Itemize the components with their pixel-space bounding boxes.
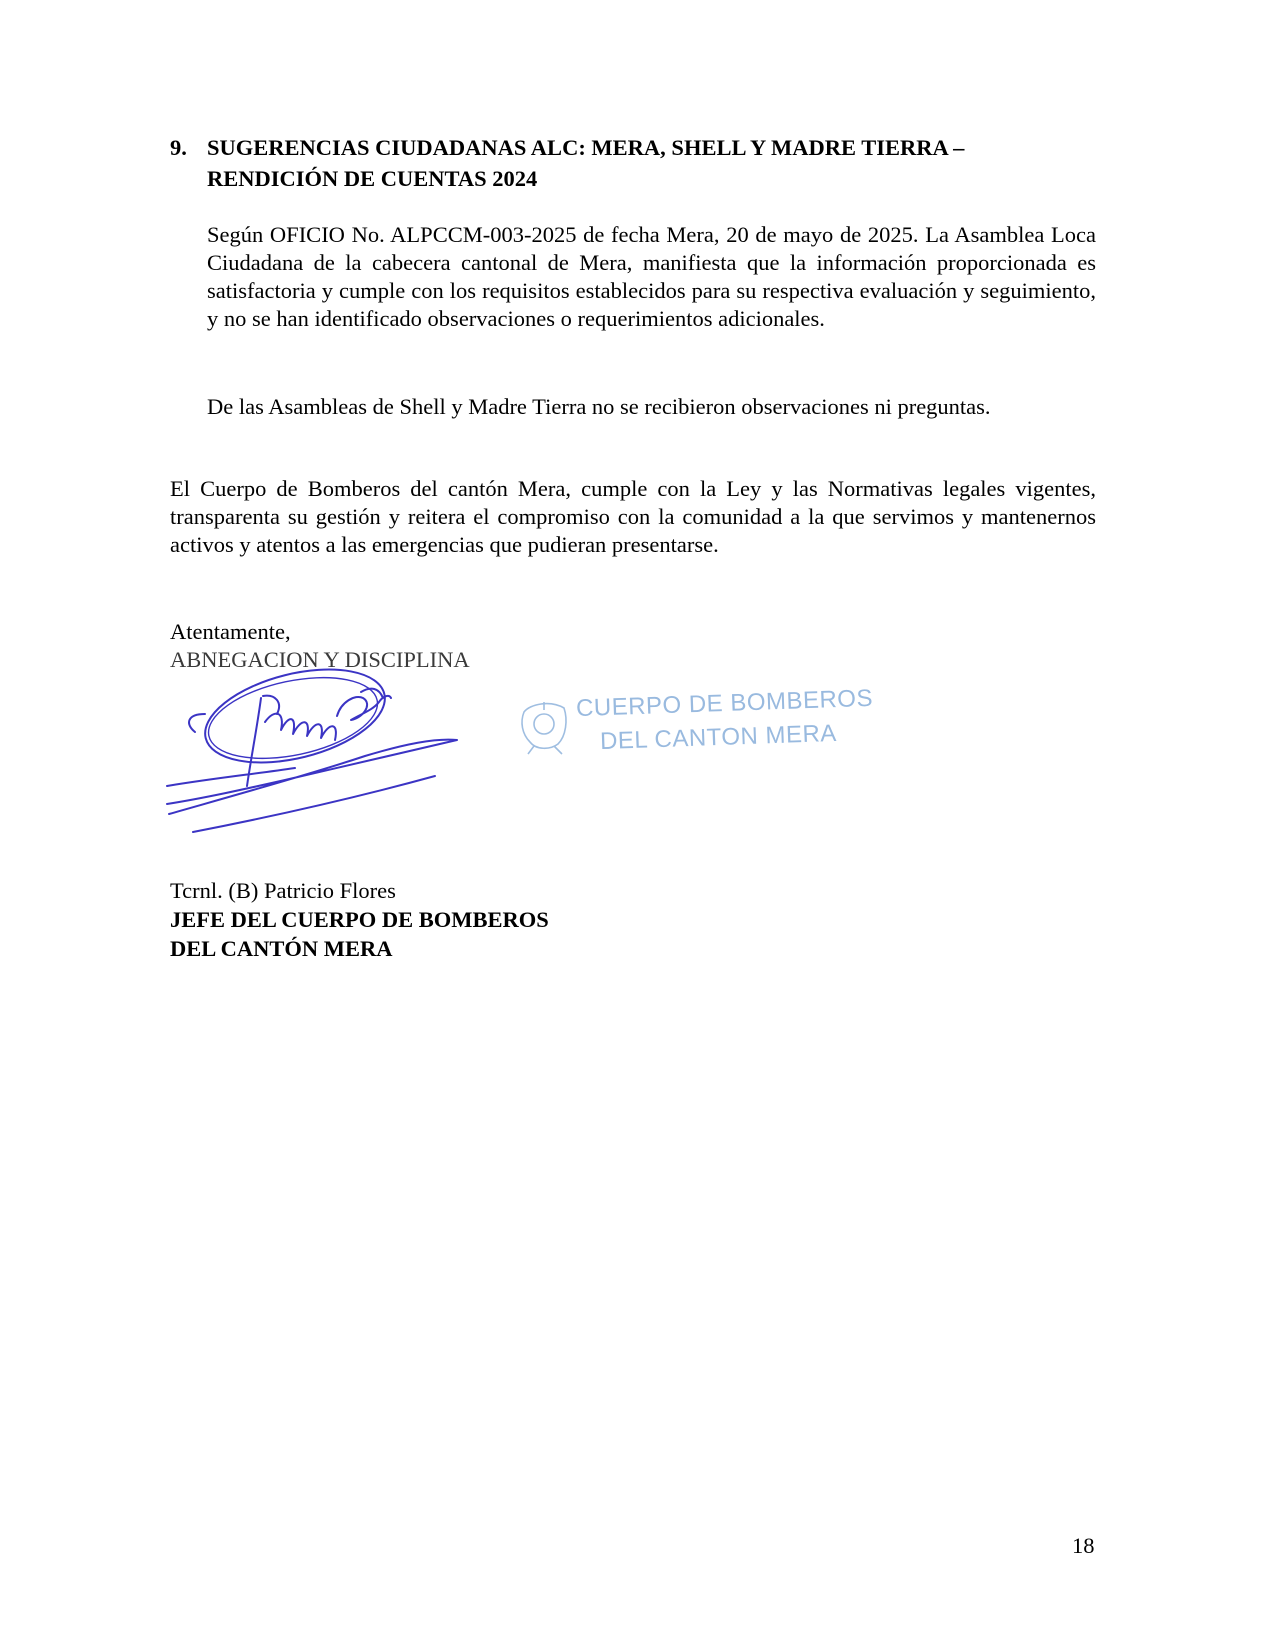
section-heading xyxy=(207,132,1077,194)
section-heading-line2: RENDICIÓN DE CUENTAS 2024 xyxy=(207,166,538,191)
handwritten-signature xyxy=(165,658,485,834)
stamp-line1: CUERPO DE BOMBEROS xyxy=(575,684,874,723)
page-number: 18 xyxy=(1072,1533,1095,1558)
section-heading-line1: SUGERENCIAS CIUDADANAS ALC: MERA, SHELL Y MADRE TIERRA – xyxy=(207,135,965,160)
fire-department-emblem-icon xyxy=(522,702,566,754)
closing-salutation: Atentamente, xyxy=(170,619,291,644)
paragraph-asambleas: De las Asambleas de Shell y Madre Tierra no se recibieron observaciones ni preguntas. xyxy=(207,394,991,419)
paragraph-conclusion: El Cuerpo de Bomberos del cantón Mera, cumple con la Ley y las Normativas legales vigentes, transparenta su gestión y reitera el compromiso con la comunidad a la que servimos y mantenernos activos y atentos a las emergencias que pudieran presentarse. xyxy=(170,476,1096,557)
signer-title-line2: DEL CANTÓN MERA xyxy=(170,936,393,961)
institution-stamp xyxy=(520,684,874,790)
paragraph-oficio: Según OFICIO No. ALPCCM-003-2025 de fecha Mera, 20 de mayo de 2025. La Asamblea Loca Ciudadana de la cabecera cantonal de Mera, manifiesta que la información proporcionada es satisfactoria y cumple con los requisitos establecidos para su respectiva evaluación y seguimiento, y no se han identificado observaciones o requerimientos adicionales. xyxy=(207,222,1096,331)
stamp-line2: DEL CANTON MERA xyxy=(599,719,838,756)
signer-title xyxy=(170,905,549,963)
section-number: 9. xyxy=(170,135,187,160)
signer-name: Tcrnl. (B) Patricio Flores xyxy=(170,878,396,903)
signer-title-line1: JEFE DEL CUERPO DE BOMBEROS xyxy=(170,907,549,932)
closing-motto: ABNEGACION Y DISCIPLINA xyxy=(170,647,470,672)
